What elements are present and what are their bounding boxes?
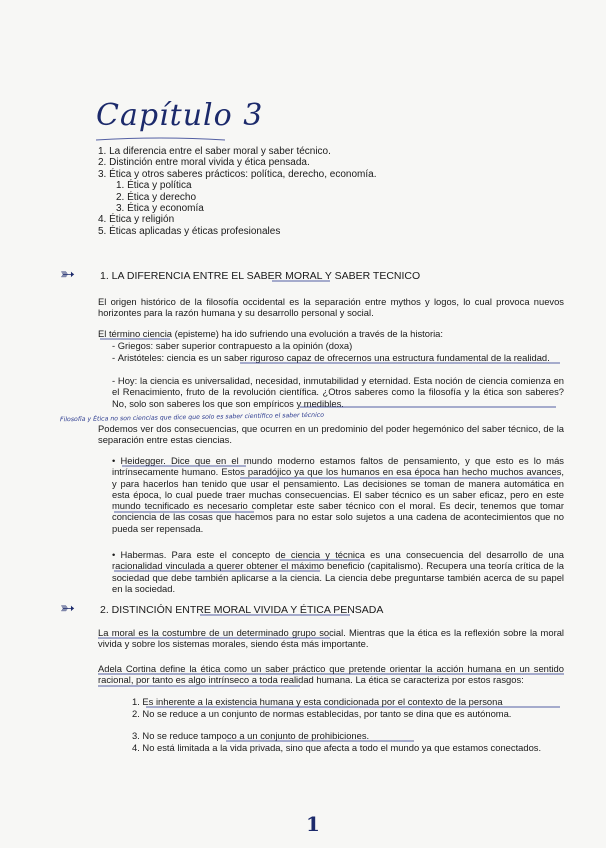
heidegger-text: Heidegger. Dice que en el mundo moderno estamos faltos de pensamiento, y que esto es lo más intrínsecamente humano. Estos paradójico ya que los humanos en esa época han hecho muchos avances, y para hacerlos han tenido que usar el pensamiento. Las decisiones se toman de manera automática en esta época, lo cual puede traer muchas consecuencias. El saber técnico es un saber eficaz, pero en este mundo tecnificado es necesario completar este saber técnico con el moral. Es decir, tenemos que tomar conciencia de las cosas que hacemos para no estar solo sujetos a una cadena de acontecimientos que no pueda ser repensada. bbox=[112, 455, 564, 534]
bullet-text: Aristóteles: ciencia es un saber riguroso capaz de ofrecernos una estructura fundamental de la realidad. bbox=[117, 352, 550, 363]
page-number: 1 bbox=[306, 812, 320, 836]
toc-item: 5. Éticas aplicadas y éticas profesionales bbox=[98, 225, 281, 237]
section2-p2: Adela Cortina define la ética como un saber práctico que pretende orientar la acción humana en un sentido racional, por tanto es algo intrínseco a toda realidad humana. La ética se caracteriza por estos rasgos: bbox=[98, 663, 564, 686]
section1-consequences: Podemos ver dos consecuencias, que ocurren en un predominio del poder hegemónico del saber técnico, de la separación entre estas ciencias. bbox=[98, 423, 564, 446]
toc-item: 3. Ética y otros saberes prácticos: política, derecho, economía. bbox=[98, 168, 377, 180]
trait-item: 1. Es inherente a la existencia humana y esta condicionada por el contexto de la persona bbox=[132, 696, 503, 707]
list-item: - Hoy: la ciencia es universalidad, necesidad, inmutabilidad y eternidad. Esta noción de ciencia comienza en el Renacimiento, fruto de la revolución científica. ¿Otros saberes como la filosofía y la ética son saberes? No, solo son saberes los que son empíricos y medibles. bbox=[112, 375, 564, 409]
section2-p1: La moral es la costumbre de un determinado grupo social. Mientras que la ética es la reflexión sobre la moral vivida y sobre los sistemas morales, siendo ésta más importante. bbox=[98, 627, 564, 650]
chapter-title: Capítulo 3 bbox=[96, 98, 264, 133]
hand-drawn-arrow-icon: ➳ bbox=[60, 264, 76, 284]
trait-item: 3. No se reduce tampoco a un conjunto de prohibiciones. bbox=[132, 730, 370, 741]
toc-subitem: 2. Ética y derecho bbox=[116, 191, 197, 203]
habermas-text: Habermas. Para este el concepto de ciencia y técnica es una consecuencia del desarrollo de una racionalidad vinculada a querer obtener el máximo beneficio (capitalismo). Recupera una teoría crítica de la sociedad que debe también aplicarse a la ciencia. La ciencia debe preguntarse también acerca de su papel en la sociedad. bbox=[112, 549, 564, 594]
list-item: • Heidegger. Dice que en el mundo moderno estamos faltos de pensamiento, y que esto es lo más intrínsecamente humano. Estos paradójico ya que los humanos en esa época han hecho muchos avances, y para hacerlos han tenido que usar el pensamiento. Las decisiones se toman de manera automática en esta época, lo cual puede traer muchas consecuencias. El saber técnico es un saber eficaz, pero en este mundo tecnificado es necesario completar este saber técnico con el moral. Es decir, tenemos que tomar conciencia de las cosas que hacemos para no estar solo sujetos a una cadena de acontecimientos que no pueda ser repensada. bbox=[112, 455, 564, 534]
toc-item: 2. Distinción entre moral vivida y ética pensada. bbox=[98, 157, 310, 169]
toc-item: 1. La diferencia entre el saber moral y saber técnico. bbox=[98, 146, 331, 157]
handwritten-margin-note: Filosofía y Ética no son ciencias que dice que solo es saber científico el saber técnico bbox=[59, 411, 325, 424]
bullet-text: Hoy: la ciencia es universalidad, necesidad, inmutabilidad y eternidad. Esta noción de ciencia comienza en el Renacimiento, fruto de la revolución científica. ¿Otros saberes como la filosofía y la ética son saberes? No, solo son saberes los que son empíricos y medibles. bbox=[112, 375, 564, 409]
bullet-text: Griegos: saber superior contrapuesto a la opinión (doxa) bbox=[117, 340, 353, 351]
section1-evolution: El término ciencia (episteme) ha ido sufriendo una evolución a través de la historia: bbox=[98, 328, 443, 339]
toc-item: 4. Ética y religión bbox=[98, 214, 175, 226]
list-item: - Griegos: saber superior contrapuesto a la opinión (doxa) bbox=[112, 340, 353, 351]
section1-heading: 1. LA DIFERENCIA ENTRE EL SABER MORAL Y SABER TECNICO bbox=[100, 270, 421, 282]
toc-subitem: 1. Ética y política bbox=[116, 180, 192, 192]
list-item: • Habermas. Para este el concepto de ciencia y técnica es una consecuencia del desarrollo de una racionalidad vinculada a querer obtener el máximo beneficio (capitalismo). Recupera una teoría crítica de la sociedad que debe también aplicarse a la ciencia. La ciencia debe preguntarse también acerca de su papel en la sociedad. bbox=[112, 549, 564, 594]
toc-subitem: 3. Ética y economía bbox=[116, 203, 204, 215]
section1-intro: El origen histórico de la filosofía occidental es la separación entre mythos y logos, lo cual provoca nuevos horizontes para la razón humana y su desarrollo personal y social. bbox=[98, 296, 564, 319]
trait-item: 2. No se reduce a un conjunto de normas establecidas, por tanto se dina que es autónoma. bbox=[132, 708, 512, 719]
trait-item: 4. No está limitada a la vida privada, sino que afecta a todo el mundo ya que estamos conectados. bbox=[132, 742, 542, 753]
section2-heading: 2. DISTINCIÓN ENTRE MORAL VIVIDA Y ÉTICA PENSADA bbox=[100, 604, 384, 616]
underline-stroke bbox=[96, 138, 225, 140]
hand-drawn-arrow-icon: ➳ bbox=[60, 598, 76, 618]
list-item: - Aristóteles: ciencia es un saber riguroso capaz de ofrecernos una estructura fundamental de la realidad. bbox=[112, 352, 550, 363]
